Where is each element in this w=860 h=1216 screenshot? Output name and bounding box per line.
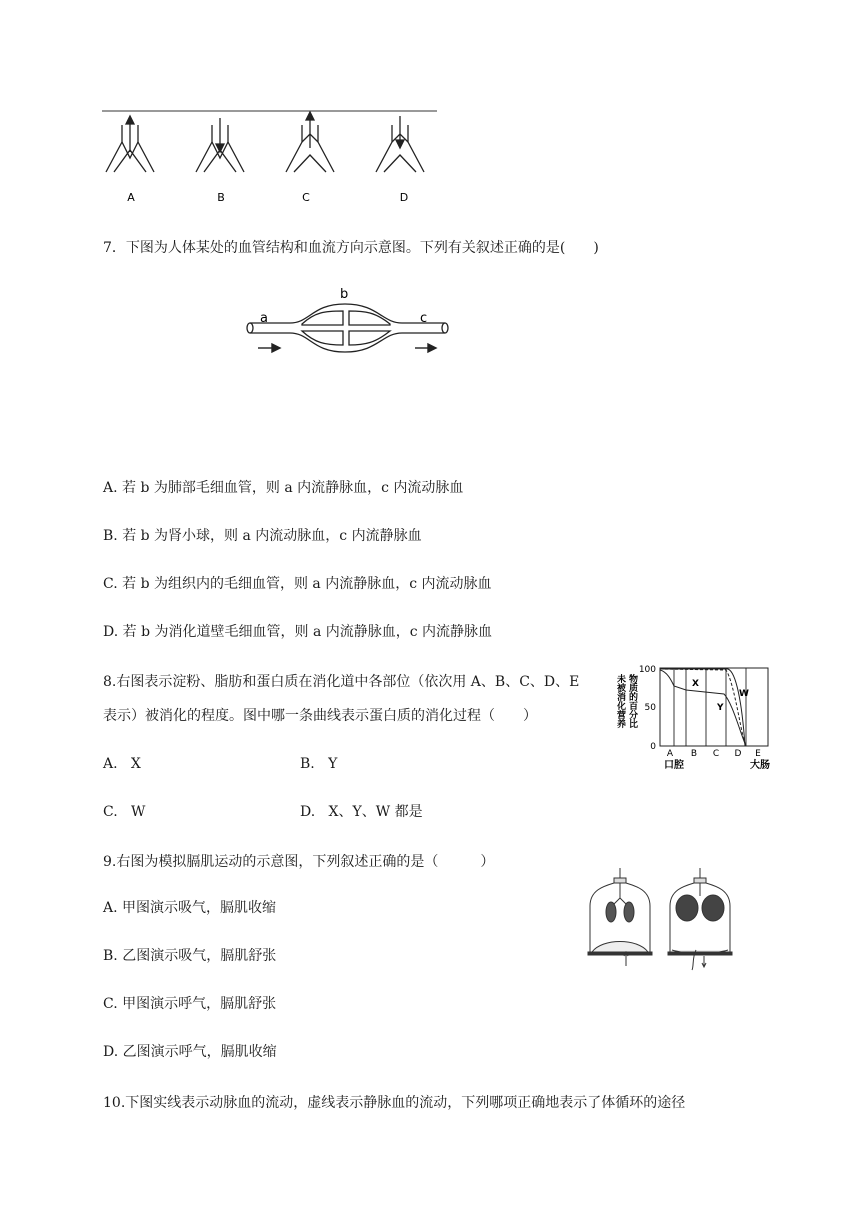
curve-y bbox=[660, 669, 746, 746]
q9-option-b[interactable]: B. 乙图演示吸气，膈肌舒张 bbox=[103, 948, 277, 964]
y-tick: 50 bbox=[644, 703, 656, 713]
option-text: Y bbox=[328, 756, 338, 772]
option-letter: C. bbox=[103, 804, 118, 820]
q8-option-b[interactable] bbox=[300, 754, 337, 774]
x-tick: E bbox=[755, 749, 761, 759]
y-axis-title-1: 未被消化营养 bbox=[615, 674, 625, 728]
valve-c bbox=[286, 112, 334, 172]
curve-w bbox=[660, 669, 745, 746]
q9-option-a[interactable]: A. 甲图演示吸气，膈肌收缩 bbox=[103, 900, 277, 916]
curve-label-x: X bbox=[692, 679, 699, 689]
vessel-label-b: b bbox=[340, 287, 349, 302]
q8-option-a[interactable] bbox=[103, 754, 141, 774]
q9-option-d[interactable]: D. 乙图演示呼气，膈肌收缩 bbox=[103, 1044, 277, 1060]
valve-d bbox=[376, 116, 424, 172]
bell-jar-left bbox=[588, 868, 652, 966]
option-letter: A. bbox=[103, 756, 118, 772]
q9-stem: 9.右图为模拟膈肌运动的示意图，下列叙述正确的是（ ） bbox=[103, 854, 495, 870]
capillary-diagram bbox=[240, 282, 460, 362]
option-letter: B. bbox=[300, 756, 315, 772]
valve-label: C bbox=[302, 191, 310, 204]
x-tick: D bbox=[734, 749, 742, 759]
y-tick: 100 bbox=[638, 665, 656, 675]
option-text: W bbox=[131, 804, 146, 820]
vessel-label-a: a bbox=[260, 311, 268, 326]
option-letter: D. bbox=[300, 804, 316, 820]
valve-label: D bbox=[399, 191, 409, 204]
valve-label: A bbox=[127, 191, 135, 204]
digestion-chart bbox=[608, 662, 778, 772]
vessel-label-c: c bbox=[420, 311, 428, 326]
option-text: X、Y、W 都是 bbox=[328, 804, 423, 820]
valve-a bbox=[106, 116, 154, 172]
valves-diagram bbox=[100, 100, 440, 210]
q7-option-b[interactable]: B. 若 b 为肾小球，则 a 内流动脉血，c 内流静脉血 bbox=[103, 528, 422, 544]
option-text: X bbox=[130, 756, 141, 772]
q8-option-d[interactable] bbox=[300, 802, 423, 822]
q8-stem-line1: 8.右图表示淀粉、脂肪和蛋白质在消化道中各部位（依次用 A、B、C、D、E bbox=[103, 674, 580, 690]
q9-option-c[interactable]: C. 甲图演示呼气，膈肌舒张 bbox=[103, 996, 277, 1012]
q7-option-c[interactable]: C. 若 b 为组织内的毛细血管，则 a 内流静脉血，c 内流动脉血 bbox=[103, 576, 492, 592]
q7-option-a[interactable]: A. 若 b 为肺部毛细血管，则 a 内流静脉血，c 内流动脉血 bbox=[103, 480, 464, 496]
x-label-right: 大肠 bbox=[750, 760, 770, 771]
figure-blood-vessel bbox=[240, 282, 460, 362]
y-axis-title-2: 物质的百分比 bbox=[627, 674, 637, 728]
curve-x bbox=[660, 670, 746, 746]
curve-label-w: W bbox=[739, 689, 749, 699]
curve-label-y: Y bbox=[717, 703, 724, 713]
x-tick: A bbox=[666, 749, 674, 759]
x-tick: B bbox=[690, 749, 698, 759]
figure-valves bbox=[100, 100, 440, 210]
q8-stem-line2: 表示）被消化的程度。图中哪一条曲线表示蛋白质的消化过程（ ） bbox=[103, 708, 537, 724]
bell-jar-svg bbox=[582, 866, 742, 972]
digestion-chart-svg bbox=[608, 662, 778, 772]
valve-label: B bbox=[217, 191, 225, 204]
q7-option-d[interactable]: D. 若 b 为消化道壁毛细血管，则 a 内流静脉血，c 内流静脉血 bbox=[103, 624, 493, 640]
q10-stem: 10.下图实线表示动脉血的流动，虚线表示静脉血的流动，下列哪项正确地表示了体循环的途径 bbox=[103, 1095, 686, 1111]
q8-option-c[interactable] bbox=[103, 802, 145, 822]
x-label-left: 口腔 bbox=[664, 760, 684, 771]
x-tick: C bbox=[712, 749, 720, 759]
valve-b bbox=[196, 118, 244, 172]
y-tick: 0 bbox=[650, 742, 656, 752]
bell-jar-figure bbox=[582, 866, 742, 972]
q7-stem: 7．下图为人体某处的血管结构和血流方向示意图。下列有关叙述正确的是( ) bbox=[103, 240, 599, 256]
bell-jar-right bbox=[668, 868, 732, 970]
